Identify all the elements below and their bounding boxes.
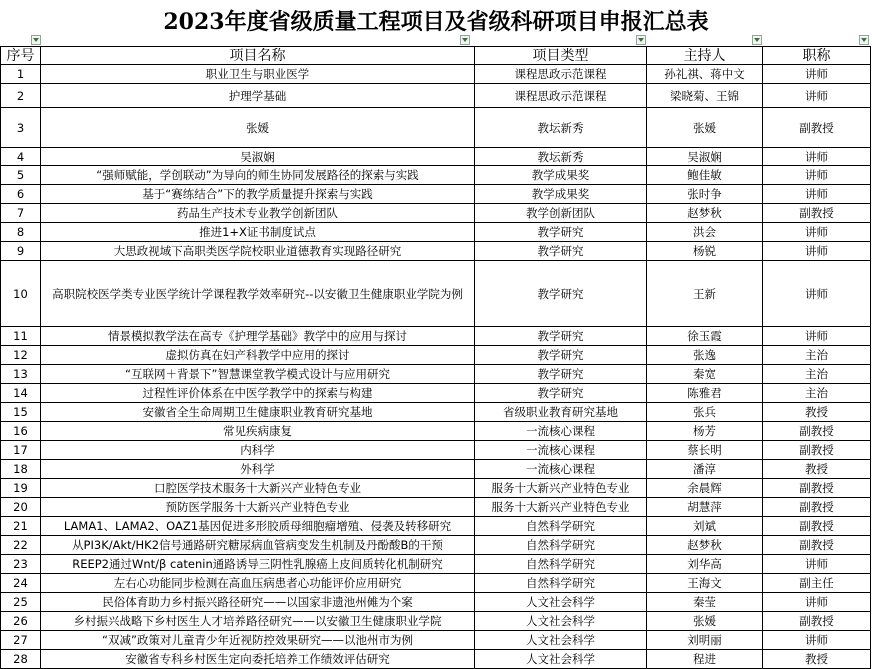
cell-title[interactable]: 讲师 bbox=[763, 327, 871, 346]
cell-project-name[interactable]: 安徽省全生命周期卫生健康职业教育研究基地 bbox=[41, 403, 475, 422]
cell-title[interactable]: 副教授 bbox=[763, 422, 871, 441]
cell-title[interactable]: 副教授 bbox=[763, 204, 871, 223]
cell-no[interactable]: 15 bbox=[1, 403, 41, 422]
cell-title[interactable]: 主治 bbox=[763, 346, 871, 365]
header-project-type: 项目类型 bbox=[475, 47, 647, 65]
cell-project-type[interactable]: 教学研究 bbox=[475, 261, 647, 327]
header-title: 职称 bbox=[763, 47, 871, 65]
header-project-name: 项目名称 bbox=[41, 47, 475, 65]
cell-leader[interactable]: 杨锐 bbox=[647, 242, 763, 261]
summary-table bbox=[0, 46, 871, 669]
cell-no[interactable]: 5 bbox=[1, 166, 41, 185]
cell-title[interactable]: 讲师 bbox=[763, 185, 871, 204]
cell-project-type[interactable]: 人文社会科学 bbox=[475, 631, 647, 650]
cell-no[interactable]: 28 bbox=[1, 650, 41, 669]
table-row bbox=[1, 65, 871, 84]
cell-project-type[interactable]: 教坛新秀 bbox=[475, 148, 647, 166]
header-no: 序号 bbox=[1, 47, 41, 65]
table-row bbox=[1, 384, 871, 403]
cell-leader[interactable]: 王海文 bbox=[647, 574, 763, 593]
cell-project-type[interactable]: 教学研究 bbox=[475, 242, 647, 261]
cell-project-name[interactable]: LAMA1、LAMA2、OAZ1基因促进多形胶质母细胞瘤增殖、侵袭及转移研究 bbox=[41, 517, 475, 536]
cell-project-name[interactable]: 大思政视域下高职类医学院校职业道德教育实现路径研究 bbox=[41, 242, 475, 261]
cell-project-type[interactable]: 教学创新团队 bbox=[475, 204, 647, 223]
cell-no[interactable]: 3 bbox=[1, 108, 41, 148]
cell-leader[interactable]: 蔡长明 bbox=[647, 441, 763, 460]
cell-no[interactable]: 27 bbox=[1, 631, 41, 650]
cell-leader[interactable]: 徐玉霞 bbox=[647, 327, 763, 346]
cell-title[interactable]: 副教授 bbox=[763, 441, 871, 460]
cell-no[interactable]: 19 bbox=[1, 479, 41, 498]
cell-no[interactable]: 6 bbox=[1, 185, 41, 204]
cell-project-type[interactable]: 教学研究 bbox=[475, 223, 647, 242]
cell-leader[interactable]: 鲍佳敏 bbox=[647, 166, 763, 185]
cell-project-type[interactable]: 教学研究 bbox=[475, 365, 647, 384]
table-row bbox=[1, 498, 871, 517]
cell-project-name[interactable]: 内科学 bbox=[41, 441, 475, 460]
table-row bbox=[1, 612, 871, 631]
cell-no[interactable]: 22 bbox=[1, 536, 41, 555]
table-row bbox=[1, 574, 871, 593]
table-row bbox=[1, 403, 871, 422]
table-row bbox=[1, 185, 871, 204]
cell-title[interactable]: 副主任 bbox=[763, 574, 871, 593]
cell-project-name[interactable]: “强师赋能，学创联动”为导向的师生协同发展路径的探索与实践 bbox=[41, 166, 475, 185]
table-row bbox=[1, 517, 871, 536]
cell-no[interactable]: 16 bbox=[1, 422, 41, 441]
cell-title[interactable]: 主治 bbox=[763, 384, 871, 403]
table-row bbox=[1, 204, 871, 223]
cell-no[interactable]: 4 bbox=[1, 148, 41, 166]
cell-leader[interactable]: 王新 bbox=[647, 261, 763, 327]
cell-leader[interactable]: 张兵 bbox=[647, 403, 763, 422]
cell-no[interactable]: 17 bbox=[1, 441, 41, 460]
cell-project-type[interactable]: 教学成果奖 bbox=[475, 166, 647, 185]
cell-no[interactable]: 20 bbox=[1, 498, 41, 517]
cell-project-name[interactable]: 过程性评价体系在中医学教学中的探索与构建 bbox=[41, 384, 475, 403]
cell-no[interactable]: 10 bbox=[1, 261, 41, 327]
cell-leader[interactable]: 梁晓菊、王锦 bbox=[647, 84, 763, 108]
cell-project-name[interactable]: 药品生产技术专业教学创新团队 bbox=[41, 204, 475, 223]
table-row bbox=[1, 84, 871, 108]
cell-title[interactable]: 主治 bbox=[763, 365, 871, 384]
cell-leader[interactable]: 孙礼祺、蒋中文 bbox=[647, 65, 763, 84]
table-row bbox=[1, 479, 871, 498]
cell-no[interactable]: 25 bbox=[1, 593, 41, 612]
cell-no[interactable]: 13 bbox=[1, 365, 41, 384]
cell-leader[interactable]: 潘淳 bbox=[647, 460, 763, 479]
cell-title[interactable]: 副教授 bbox=[763, 479, 871, 498]
title-row bbox=[0, 0, 872, 46]
cell-project-type[interactable]: 自然科学研究 bbox=[475, 574, 647, 593]
cell-title[interactable]: 副教授 bbox=[763, 536, 871, 555]
cell-project-type[interactable]: 省级职业教育研究基地 bbox=[475, 403, 647, 422]
cell-leader[interactable]: 赵梦秋 bbox=[647, 536, 763, 555]
table-row bbox=[1, 346, 871, 365]
header-leader: 主持人 bbox=[647, 47, 763, 65]
cell-leader[interactable]: 秦宽 bbox=[647, 365, 763, 384]
cell-project-name[interactable]: “互联网＋背景下”智慧课堂教学模式设计与应用研究 bbox=[41, 365, 475, 384]
cell-project-type[interactable]: 自然科学研究 bbox=[475, 555, 647, 574]
cell-project-type[interactable]: 课程思政示范课程 bbox=[475, 65, 647, 84]
cell-no[interactable]: 18 bbox=[1, 460, 41, 479]
cell-project-type[interactable]: 一流核心课程 bbox=[475, 422, 647, 441]
cell-project-name[interactable]: REEP2通过Wnt/β catenin通路诱导三阴性乳腺癌上皮间质转化机制研究 bbox=[41, 555, 475, 574]
cell-title[interactable]: 副教授 bbox=[763, 517, 871, 536]
table-row bbox=[1, 166, 871, 185]
cell-leader[interactable]: 刘斌 bbox=[647, 517, 763, 536]
filter-dropdown-icon[interactable] bbox=[859, 35, 869, 45]
cell-no[interactable]: 9 bbox=[1, 242, 41, 261]
cell-project-name[interactable]: 安徽省专科乡村医生定向委托培养工作绩效评估研究 bbox=[41, 650, 475, 669]
cell-project-name[interactable]: 口腔医学技术服务十大新兴产业特色专业 bbox=[41, 479, 475, 498]
cell-project-name[interactable]: 民俗体育助力乡村振兴路径研究——以国家非遗池州傩为个案 bbox=[41, 593, 475, 612]
cell-leader[interactable]: 陈雅君 bbox=[647, 384, 763, 403]
cell-leader[interactable]: 胡慧萍 bbox=[647, 498, 763, 517]
cell-title[interactable]: 讲师 bbox=[763, 555, 871, 574]
table-row bbox=[1, 223, 871, 242]
cell-no[interactable]: 26 bbox=[1, 612, 41, 631]
cell-no[interactable]: 1 bbox=[1, 65, 41, 84]
cell-title[interactable]: 讲师 bbox=[763, 65, 871, 84]
cell-title[interactable]: 副教授 bbox=[763, 498, 871, 517]
cell-no[interactable]: 8 bbox=[1, 223, 41, 242]
cell-title[interactable]: 讲师 bbox=[763, 223, 871, 242]
cell-title[interactable]: 讲师 bbox=[763, 242, 871, 261]
filter-dropdown-icon[interactable] bbox=[636, 35, 646, 45]
cell-project-name[interactable]: 推进1+X证书制度试点 bbox=[41, 223, 475, 242]
cell-title[interactable]: 讲师 bbox=[763, 148, 871, 166]
cell-leader[interactable]: 吴淑娴 bbox=[647, 148, 763, 166]
table-row bbox=[1, 593, 871, 612]
cell-project-type[interactable]: 教学研究 bbox=[475, 384, 647, 403]
cell-no[interactable]: 14 bbox=[1, 384, 41, 403]
cell-project-type[interactable]: 教坛新秀 bbox=[475, 108, 647, 148]
cell-leader[interactable]: 刘明丽 bbox=[647, 631, 763, 650]
cell-leader[interactable]: 秦莹 bbox=[647, 593, 763, 612]
cell-leader[interactable]: 程进 bbox=[647, 650, 763, 669]
filter-dropdown-icon[interactable] bbox=[460, 35, 470, 45]
cell-title[interactable]: 讲师 bbox=[763, 166, 871, 185]
cell-leader[interactable]: 洪会 bbox=[647, 223, 763, 242]
filter-dropdown-icon[interactable] bbox=[31, 35, 41, 45]
cell-project-name[interactable]: 乡村振兴战略下乡村医生人才培养路径研究——以安徽卫生健康职业学院 bbox=[41, 612, 475, 631]
cell-title[interactable]: 副教授 bbox=[763, 108, 871, 148]
cell-no[interactable]: 21 bbox=[1, 517, 41, 536]
cell-title[interactable]: 教授 bbox=[763, 403, 871, 422]
cell-project-name[interactable]: 高职院校医学类专业医学统计学课程教学效率研究--以安徽卫生健康职业学院为例 bbox=[41, 261, 475, 327]
cell-title[interactable]: 讲师 bbox=[763, 631, 871, 650]
table-row bbox=[1, 536, 871, 555]
cell-leader[interactable]: 张媛 bbox=[647, 108, 763, 148]
cell-project-name[interactable]: 张媛 bbox=[41, 108, 475, 148]
cell-project-type[interactable]: 服务十大新兴产业特色专业 bbox=[475, 479, 647, 498]
table-row bbox=[1, 327, 871, 346]
cell-project-name[interactable]: 常见疾病康复 bbox=[41, 422, 475, 441]
cell-project-type[interactable]: 一流核心课程 bbox=[475, 441, 647, 460]
cell-title[interactable]: 副教授 bbox=[763, 612, 871, 631]
table-row bbox=[1, 261, 871, 327]
cell-project-type[interactable]: 服务十大新兴产业特色专业 bbox=[475, 498, 647, 517]
cell-project-name[interactable]: 左右心功能同步检测在高血压病患者心功能评价应用研究 bbox=[41, 574, 475, 593]
cell-project-type[interactable]: 自然科学研究 bbox=[475, 517, 647, 536]
cell-no[interactable]: 23 bbox=[1, 555, 41, 574]
cell-project-name[interactable]: 护理学基础 bbox=[41, 84, 475, 108]
cell-leader[interactable]: 张媛 bbox=[647, 612, 763, 631]
cell-project-name[interactable]: 预防医学服务十大新兴产业特色专业 bbox=[41, 498, 475, 517]
table-row bbox=[1, 441, 871, 460]
cell-project-type[interactable]: 自然科学研究 bbox=[475, 536, 647, 555]
cell-project-name[interactable]: 吴淑娴 bbox=[41, 148, 475, 166]
table-row bbox=[1, 631, 871, 650]
cell-title[interactable]: 讲师 bbox=[763, 261, 871, 327]
cell-no[interactable]: 24 bbox=[1, 574, 41, 593]
cell-leader[interactable]: 刘华高 bbox=[647, 555, 763, 574]
cell-no[interactable]: 12 bbox=[1, 346, 41, 365]
table-row bbox=[1, 555, 871, 574]
table-row bbox=[1, 108, 871, 148]
cell-project-name[interactable]: 职业卫生与职业医学 bbox=[41, 65, 475, 84]
cell-project-name[interactable]: 外科学 bbox=[41, 460, 475, 479]
header-row bbox=[1, 47, 871, 65]
table-row bbox=[1, 422, 871, 441]
cell-title[interactable]: 教授 bbox=[763, 650, 871, 669]
cell-project-name[interactable]: 虚拟仿真在妇产科教学中应用的探讨 bbox=[41, 346, 475, 365]
cell-no[interactable]: 11 bbox=[1, 327, 41, 346]
filter-dropdown-icon[interactable] bbox=[752, 35, 762, 45]
cell-leader[interactable]: 张逸 bbox=[647, 346, 763, 365]
cell-title[interactable]: 教授 bbox=[763, 460, 871, 479]
cell-project-type[interactable]: 教学成果奖 bbox=[475, 185, 647, 204]
cell-project-name[interactable]: “双减”政策对儿童青少年近视防控效果研究——以池州市为例 bbox=[41, 631, 475, 650]
table-row bbox=[1, 650, 871, 669]
cell-project-name[interactable]: 从PI3K/Akt/HK2信号通路研究糖尿病血管病变发生机制及丹酚酸B的干预 bbox=[41, 536, 475, 555]
cell-leader[interactable]: 杨芳 bbox=[647, 422, 763, 441]
cell-no[interactable]: 7 bbox=[1, 204, 41, 223]
cell-leader[interactable]: 余晨辉 bbox=[647, 479, 763, 498]
table-row bbox=[1, 460, 871, 479]
cell-project-type[interactable]: 人文社会科学 bbox=[475, 612, 647, 631]
cell-project-type[interactable]: 教学研究 bbox=[475, 327, 647, 346]
table-row bbox=[1, 148, 871, 166]
cell-no[interactable]: 2 bbox=[1, 84, 41, 108]
cell-project-type[interactable]: 一流核心课程 bbox=[475, 460, 647, 479]
table-row bbox=[1, 365, 871, 384]
cell-title[interactable]: 讲师 bbox=[763, 84, 871, 108]
sheet-title: 2023年度省级质量工程项目及省级科研项目申报汇总表 bbox=[163, 9, 709, 35]
cell-project-type[interactable]: 人文社会科学 bbox=[475, 650, 647, 669]
cell-project-type[interactable]: 人文社会科学 bbox=[475, 593, 647, 612]
cell-title[interactable]: 讲师 bbox=[763, 593, 871, 612]
cell-project-name[interactable]: 情景模拟教学法在高专《护理学基础》教学中的应用与探讨 bbox=[41, 327, 475, 346]
cell-project-type[interactable]: 课程思政示范课程 bbox=[475, 84, 647, 108]
cell-project-type[interactable]: 教学研究 bbox=[475, 346, 647, 365]
table-row bbox=[1, 242, 871, 261]
cell-leader[interactable]: 赵梦秋 bbox=[647, 204, 763, 223]
cell-project-name[interactable]: 基于“赛练结合”下的教学质量提升探索与实践 bbox=[41, 185, 475, 204]
cell-leader[interactable]: 张时争 bbox=[647, 185, 763, 204]
